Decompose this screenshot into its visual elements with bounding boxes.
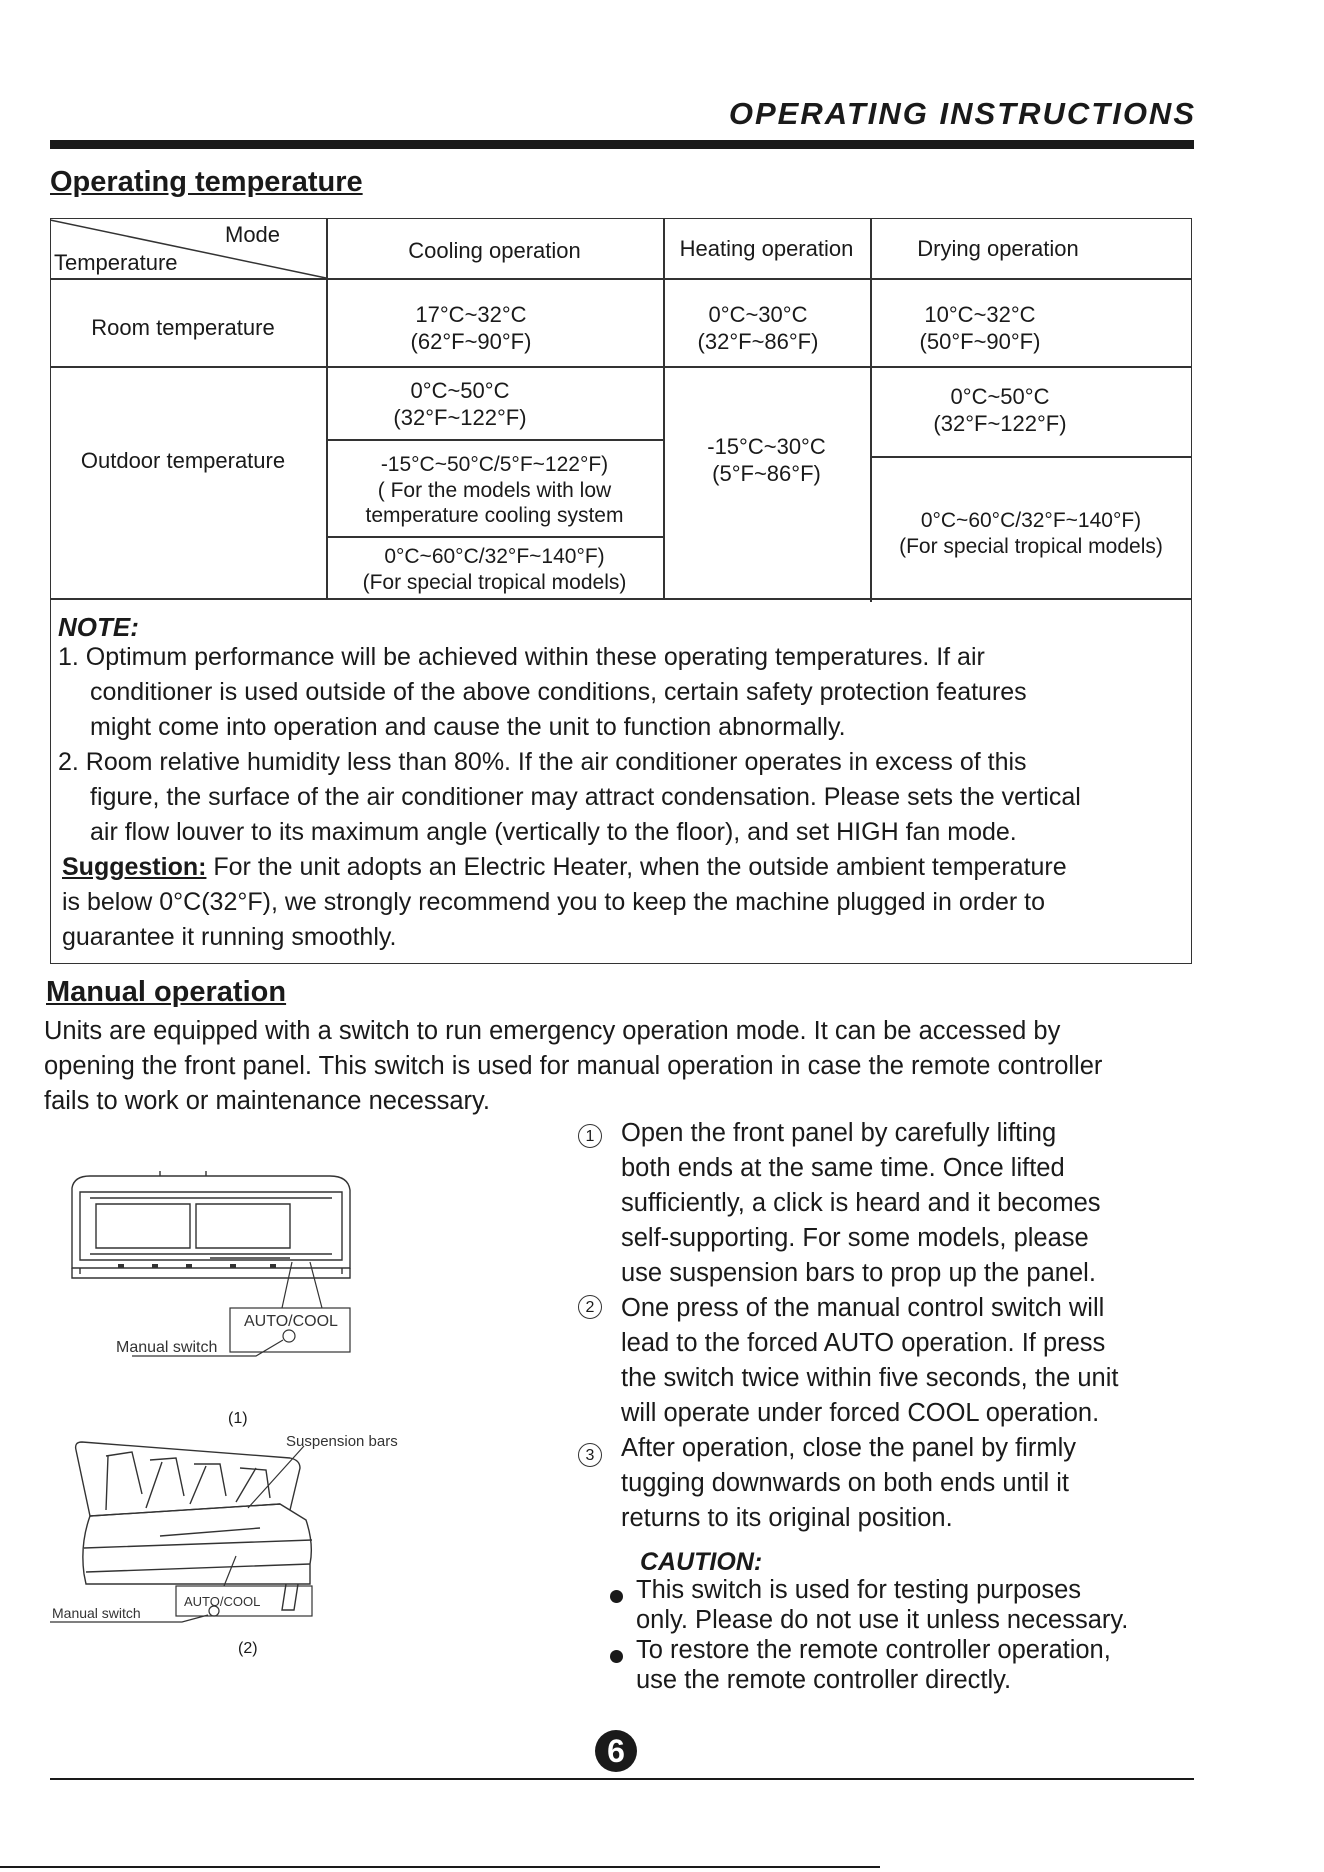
header-rule	[50, 140, 1194, 149]
row-label-outdoor: Outdoor temperature	[80, 448, 286, 473]
note-list	[58, 640, 1188, 955]
suggestion-text: guarantee it running smoothly.	[62, 923, 397, 951]
outdoor-drying-tropical: 0°C~60°C/32°F~140°F) (For special tropical models)	[899, 509, 1163, 558]
table-divider	[326, 439, 663, 441]
operating-temperature-title: Operating temperature	[50, 166, 363, 198]
outdoor-heating-value: -15°C~30°C (5°F~86°F)	[707, 434, 826, 486]
table-divider	[663, 218, 665, 598]
col-header-heating: Heating operation	[679, 236, 854, 261]
intro-line: Units are equipped with a switch to run emergency operation mode. It can be accessed by	[44, 1017, 1061, 1045]
figure-2-switch-label: AUTO/COOL	[184, 1594, 261, 1609]
note-item-cont: might come into operation and cause the unit to function abnormally.	[90, 713, 846, 741]
room-cooling-value: 17°C~32°C (62°F~90°F)	[410, 302, 532, 354]
caution-item: To restore the remote controller operation, use the remote controller directly.	[636, 1636, 1111, 1694]
figure-2-unit-suspension-illustration	[50, 1424, 420, 1654]
note-item-cont: figure, the surface of the air conditioner may attract condensation. Please sets the vertical	[90, 783, 1081, 811]
suggestion-text: For the unit adopts an Electric Heater, when the outside ambient temperature	[206, 853, 1067, 881]
step-3-text: After operation, close the panel by firmly tugging downwards on both ends until it returns to its original position.	[621, 1434, 1076, 1532]
figure-2-manual-switch-label: Manual switch	[52, 1605, 141, 1621]
note-item-cont: air flow louver to its maximum angle (vertically to the floor), and set HIGH fan mode.	[90, 818, 1017, 846]
suggestion-label: Suggestion:	[62, 853, 207, 881]
table-divider	[326, 536, 663, 538]
col-header-cooling: Cooling operation	[408, 238, 581, 263]
suggestion-text: is below 0°C(32°F), we strongly recommend you to keep the machine plugged in order to	[62, 888, 1045, 916]
outdoor-cooling-standard: 0°C~50°C (32°F~122°F)	[393, 378, 527, 430]
bullet-icon	[610, 1650, 623, 1663]
note-title: NOTE:	[58, 612, 139, 642]
row-label-room: Room temperature	[91, 315, 275, 340]
suggestion-paragraph	[58, 850, 1188, 885]
table-divider	[870, 456, 1192, 458]
room-heating-value: 0°C~30°C (32°F~86°F)	[697, 302, 819, 354]
page-number-badge: 6	[595, 1730, 637, 1772]
table-corner-temperature: Temperature	[54, 250, 178, 275]
note-item: 1. Optimum performance will be achieved within these operating temperatures. If air	[58, 643, 985, 671]
bullet-icon	[610, 1590, 623, 1603]
table-corner-mode: Mode	[225, 222, 281, 247]
note-item-cont: conditioner is used outside of the above conditions, certain safety protection features	[90, 678, 1027, 706]
caution-item: This switch is used for testing purposes only. Please do not use it unless necessary.	[636, 1576, 1129, 1634]
table-divider	[50, 598, 1192, 600]
figure-1-switch-label: AUTO/COOL	[244, 1313, 338, 1330]
room-drying-value: 10°C~32°C (50°F~90°F)	[919, 302, 1041, 354]
figure-1-manual-switch-label: Manual switch	[116, 1339, 218, 1356]
outdoor-cooling-low-temp: -15°C~50°C/5°F~122°F) ( For the models with low temperature cooling system	[365, 453, 624, 528]
step-1-text: Open the front panel by carefully lifting both ends at the same time. Once lifted sufficiently, a click is heard and it becomes self-supporting. For some models, please use suspension bars to prop up the panel.	[621, 1119, 1101, 1287]
intro-line: opening the front panel. This switch is used for manual operation in case the remote controller	[44, 1052, 1103, 1080]
intro-line: fails to work or maintenance necessary.	[44, 1087, 490, 1115]
manual-operation-title: Manual operation	[46, 976, 287, 1008]
col-header-drying: Drying operation	[917, 236, 1079, 261]
figure-2-suspension-bars-label: Suspension bars	[286, 1433, 398, 1450]
footer-rule	[50, 1778, 1194, 1780]
step-number-2: 2	[578, 1295, 602, 1319]
figure-1-caption: (1)	[228, 1410, 248, 1427]
step-number-3: 3	[578, 1443, 602, 1467]
outdoor-drying-standard: 0°C~50°C (32°F~122°F)	[933, 384, 1067, 436]
page-header-title: OPERATING INSTRUCTIONS	[728, 96, 1196, 131]
table-divider	[50, 366, 1192, 368]
manual-operation-intro	[44, 1014, 1194, 1119]
figure-2-caption: (2)	[238, 1640, 258, 1657]
caution-title: CAUTION:	[640, 1548, 763, 1576]
step-2-text: One press of the manual control switch will lead to the forced AUTO operation. If press the switch twice within five seconds, the unit will operate under forced COOL operation.	[621, 1294, 1119, 1427]
figure-1-unit-front-open-illustration	[60, 1168, 360, 1378]
bottom-edge-rule	[0, 1866, 880, 1868]
note-item: 2. Room relative humidity less than 80%. If the air conditioner operates in excess of this	[58, 748, 1027, 776]
outdoor-cooling-tropical: 0°C~60°C/32°F~140°F) (For special tropical models)	[362, 545, 627, 594]
step-number-1: 1	[578, 1124, 602, 1148]
